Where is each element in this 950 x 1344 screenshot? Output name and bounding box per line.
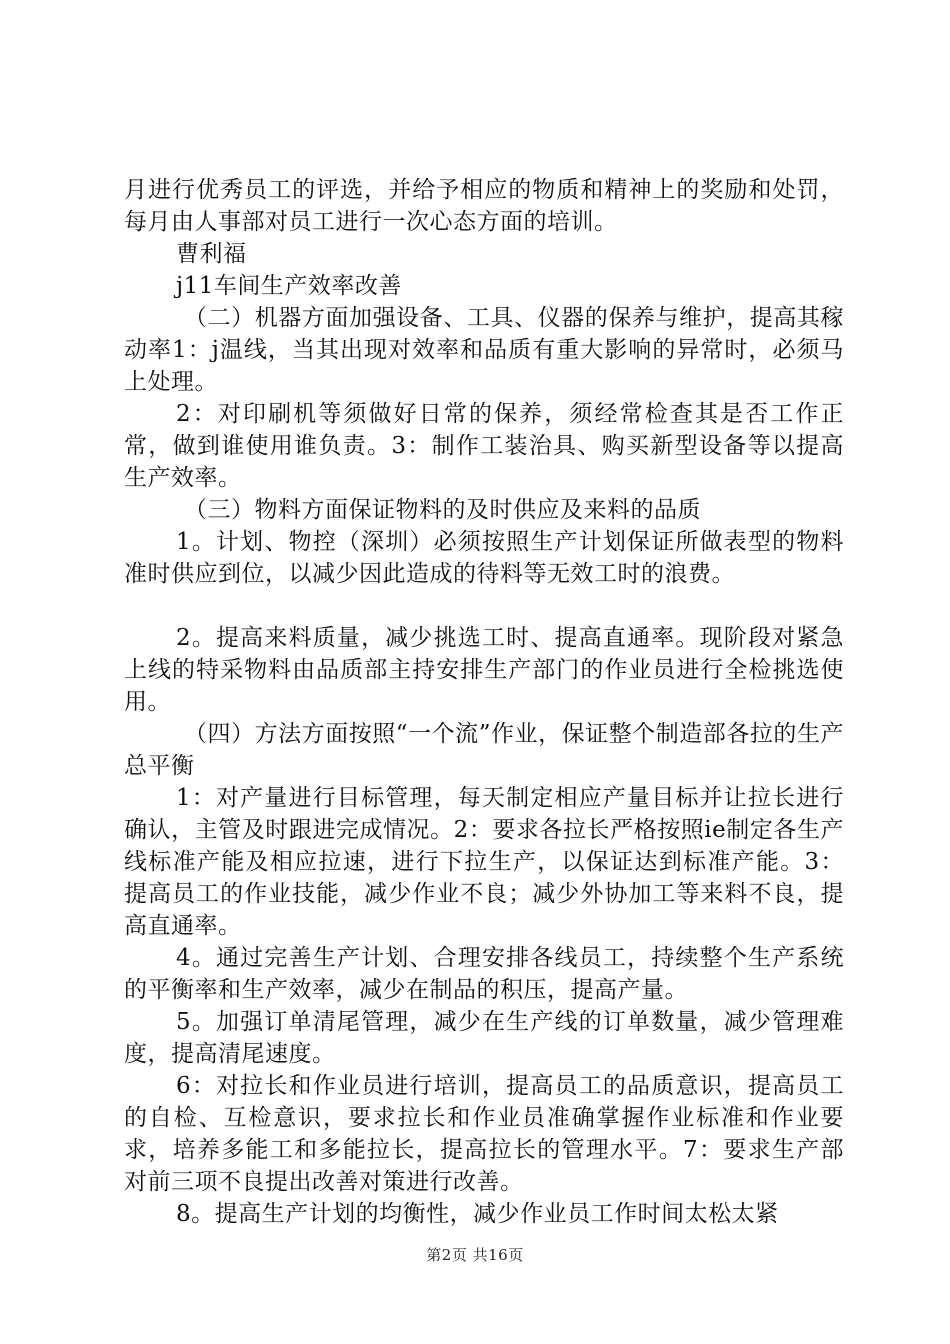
paragraph-method-5: 5。加强订单清尾管理，减少在生产线的订单数量，减少管理难度，提高清尾速度。 — [124, 1009, 844, 1067]
paragraph-1: 月进行优秀员工的评选，并给予相应的物质和精神上的奖励和处罚，每月由人事部对员工进行一次心态方面的培训。 — [124, 177, 844, 235]
paragraph-method-1: 1：对产量进行目标管理，每天制定相应产量目标并让拉长进行确认，主管及时跟进完成情况。2：要求各拉长严格按照ie制定各生产线标准产能及相应拉速，进行下拉生产，以保证达到标准产能。3：提高员工的作业技能，减少作业不良；减少外协加工等来料不良，提高直通率。 — [124, 785, 844, 939]
paragraph-method-heading: （四）方法方面按照“一个流”作业，保证整个制造部各拉的生产总平衡 — [124, 721, 844, 779]
paragraph-material-heading: （三）物料方面保证物料的及时供应及来料的品质 — [184, 497, 701, 523]
paragraph-machine: （二）机器方面加强设备、工具、仪器的保养与维护，提高其稼动率1：j温线，当其出现对效率和品质有重大影响的异常时，必须马上处理。 — [124, 305, 844, 395]
blank-line — [124, 590, 844, 622]
page-number: 第2页 共16页 — [426, 1246, 524, 1264]
author-name: 曹利福 — [176, 241, 247, 267]
paragraph-method-8: 8。提高生产计划的均衡性，减少作业员工作时间太松太紧 — [176, 1201, 779, 1227]
page-footer — [0, 1244, 950, 1265]
document-body — [124, 174, 844, 1230]
paragraph-method-6: 6：对拉长和作业员进行培训，提高员工的品质意识，提高员工的自检、互检意识，要求拉长和作业员准确掌握作业标准和作业要求，培养多能工和多能拉长，提高拉长的管理水平。7：要求生产部对前三项不良提出改善对策进行改善。 — [124, 1073, 844, 1195]
section-title: j11车间生产效率改善 — [176, 273, 402, 299]
paragraph-printer: 2：对印刷机等须做好日常的保养，须经常检查其是否工作正常，做到谁使用谁负责。3：制作工装治具、购买新型设备等以提高生产效率。 — [124, 401, 844, 491]
paragraph-material-1: 1。计划、物控（深圳）必须按照生产计划保证所做表型的物料准时供应到位，以减少因此造成的待料等无效工时的浪费。 — [124, 529, 844, 587]
paragraph-material-2: 2。提高来料质量，减少挑选工时、提高直通率。现阶段对紧急上线的特采物料由品质部主持安排生产部门的作业员进行全检挑选使用。 — [124, 625, 844, 715]
paragraph-method-4: 4。通过完善生产计划、合理安排各线员工，持续整个生产系统的平衡率和生产效率，减少在制品的积压，提高产量。 — [124, 945, 844, 1003]
